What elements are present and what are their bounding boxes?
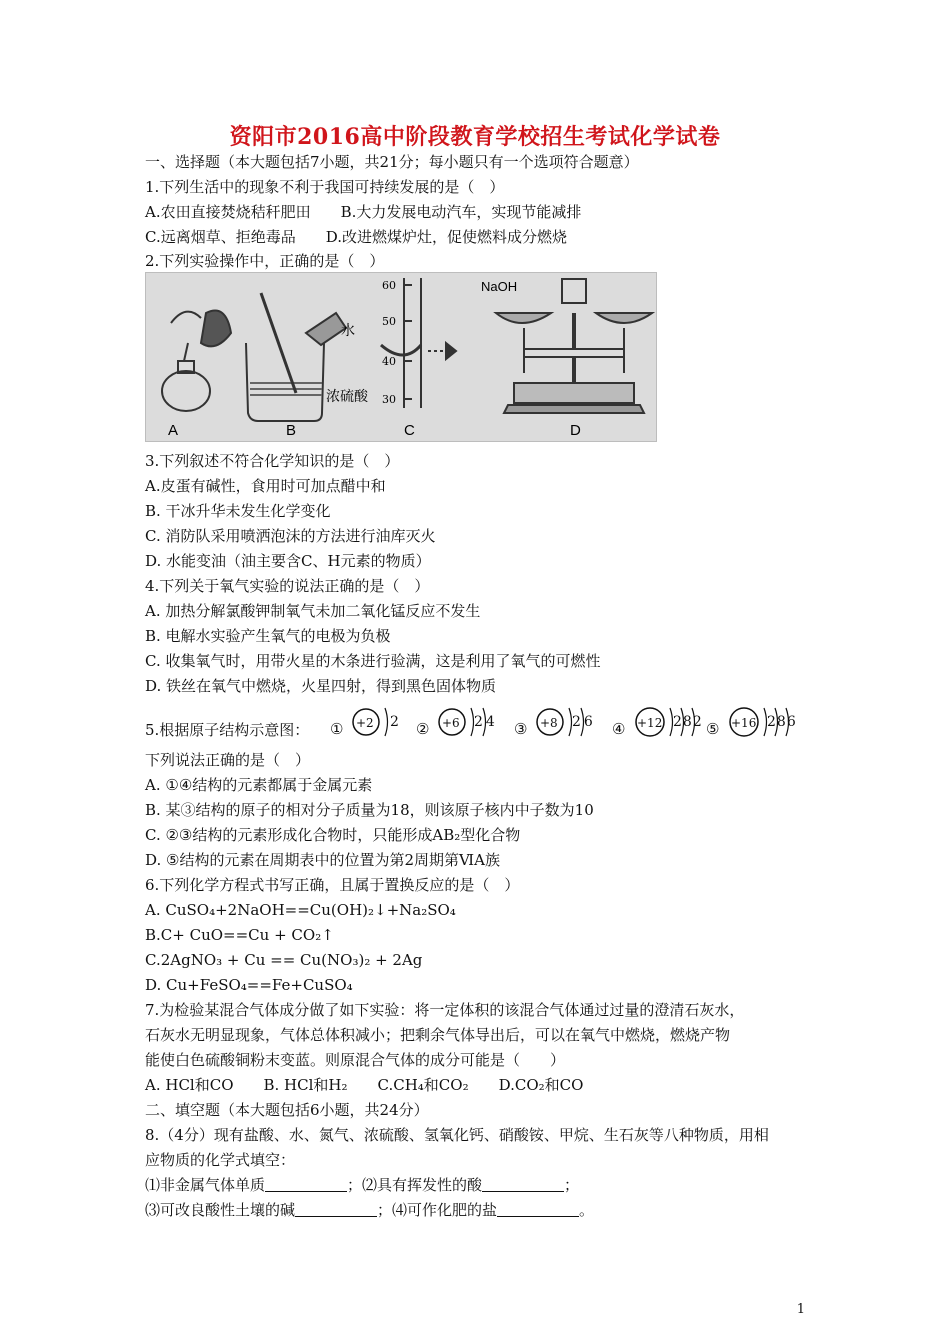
q3-option-c: C. 消防队采用喷洒泡沫的方法进行油库灭火: [145, 527, 436, 545]
tick-30: 30: [382, 393, 396, 406]
fig-label-a: A: [168, 422, 179, 439]
nucleus-4: +12: [637, 716, 663, 730]
q6-stem: 6.下列化学方程式书写正确，且属于置换反应的是（ ）: [145, 876, 520, 894]
fig-label-c: C: [404, 422, 415, 439]
q4-option-c: C. 收集氧气时，用带火星的木条进行验满，这是利用了氧气的可燃性: [145, 652, 601, 670]
q8-part-4-end: 。: [579, 1201, 595, 1219]
atomic-structure-diagrams: [330, 700, 800, 746]
answer-blank-4[interactable]: [497, 1202, 579, 1217]
q4-option-b: B. 电解水实验产生氧气的电极为负极: [145, 627, 391, 645]
q7-line-2: 石灰水无明显现象，气体总体积减小；把剩余气体导出后，可以在氧气中燃烧，燃烧产物: [145, 1026, 731, 1044]
shells-3: 26: [572, 714, 596, 730]
mark-5: ⑤: [706, 720, 720, 738]
q6-option-c: C.2AgNO₃ + Cu == Cu(NO₃)₂ + 2Ag: [145, 951, 423, 969]
answer-blank-2[interactable]: [482, 1177, 564, 1192]
fig-label-b: B: [286, 422, 297, 439]
q8-part-1-label: ⑴非金属气体单质: [145, 1176, 266, 1194]
q8-part-4-label: ；⑷可作化肥的盐: [377, 1201, 498, 1219]
nucleus-5: +16: [731, 716, 757, 730]
q5-option-d: D. ⑤结构的元素在周期表中的位置为第2周期第ⅥA族: [145, 851, 500, 869]
label-conc-acid: 浓硫酸: [326, 389, 368, 405]
q1-options-ab: A.农田直接焚烧秸秆肥田 B.大力发展电动汽车，实现节能减排: [145, 203, 582, 221]
q2-lab-figure: [145, 272, 657, 442]
nucleus-3: +8: [540, 716, 558, 730]
q2-stem: 2.下列实验操作中，正确的是（ ）: [145, 252, 385, 270]
q4-stem: 4.下列关于氧气实验的说法正确的是（ ）: [145, 577, 430, 595]
cylinder-figure: [381, 278, 456, 408]
alcohol-lamp-figure: [162, 311, 231, 412]
shells-4: 282: [673, 714, 703, 730]
q7-line-3: 能使白色硫酸铜粉末变蓝。则原混合气体的成分可能是（ ）: [145, 1051, 566, 1069]
q6-option-a: A. CuSO₄+2NaOH==Cu(OH)₂↓+Na₂SO₄: [145, 901, 456, 919]
section-1-heading: 一、选择题（本大题包括7小题，共21分；每小题只有一个选项符合题意）: [145, 153, 639, 171]
q3-option-d: D. 水能变油（油主要含C、H元素的物质）: [145, 552, 431, 570]
label-naoh: NaOH: [481, 279, 518, 294]
q8-part-3-label: ⑶可改良酸性土壤的碱: [145, 1201, 296, 1219]
answer-blank-3[interactable]: [295, 1202, 377, 1217]
q8-line-2: 应物质的化学式填空：: [145, 1151, 296, 1169]
q3-stem: 3.下列叙述不符合化学知识的是（ ）: [145, 452, 400, 470]
tick-40: 40: [382, 355, 396, 368]
q8-line-1: 8.（4分）现有盐酸、水、氮气、浓硫酸、氢氧化钙、硝酸铵、甲烷、生石灰等八种物质，用相: [145, 1126, 769, 1144]
page-number: 1: [796, 1302, 805, 1317]
nucleus-1: +2: [356, 716, 374, 730]
lab-operations-illustration: [146, 273, 656, 441]
section-2-heading: 二、填空题（本大题包括6小题，共24分）: [145, 1101, 429, 1119]
mark-2: ②: [416, 720, 430, 738]
q5-option-a: A. ①④结构的元素都属于金属元素: [145, 776, 373, 794]
balance-figure: [496, 279, 652, 413]
shells-2: 24: [474, 714, 498, 730]
answer-blank-1[interactable]: [265, 1177, 347, 1192]
q8-part-2-end: ；: [564, 1176, 580, 1194]
fig-label-d: D: [570, 422, 581, 439]
q8-line-3: [145, 1175, 579, 1195]
q6-option-d: D. Cu+FeSO₄==Fe+CuSO₄: [145, 976, 353, 994]
shells-5: 286: [767, 714, 797, 730]
q6-option-b: B.C+ CuO==Cu + CO₂↑: [145, 926, 334, 944]
mark-3: ③: [514, 720, 528, 738]
tick-60: 60: [382, 279, 396, 292]
q5-option-b: B. 某③结构的原子的相对分子质量为18，则该原子核内中子数为10: [145, 801, 594, 819]
q4-option-a: A. 加热分解氯酸钾制氧气未加二氧化锰反应不发生: [145, 602, 481, 620]
q1-stem: 1.下列生活中的现象不利于我国可持续发展的是（ ）: [145, 178, 505, 196]
q5-stem: 5.根据原子结构示意图：: [145, 721, 310, 739]
tick-50: 50: [382, 315, 396, 328]
q5-option-c: C. ②③结构的元素形成化合物时，只能形成AB₂型化合物: [145, 826, 521, 844]
label-water: 水: [341, 323, 355, 339]
q8-line-4: [145, 1200, 594, 1220]
q3-option-b: B. 干冰升华未发生化学变化: [145, 502, 331, 520]
nucleus-2: +6: [442, 716, 460, 730]
q8-part-2-label: ；⑵具有挥发性的酸: [347, 1176, 483, 1194]
q7-options: A. HCl和CO B. HCl和H₂ C.CH₄和CO₂ D.CO₂和CO: [145, 1076, 584, 1094]
q4-option-d: D. 铁丝在氧气中燃烧，火星四射，得到黑色固体物质: [145, 677, 497, 695]
q1-options-cd: C.远离烟草、拒绝毒品 D.改进燃煤炉灶，促使燃料成分燃烧: [145, 228, 567, 246]
q3-option-a: A.皮蛋有碱性，食用时可加点醋中和: [145, 477, 386, 495]
shells-1: 2: [390, 714, 399, 730]
mark-4: ④: [612, 720, 626, 738]
q5-stem-2: 下列说法正确的是（ ）: [145, 751, 311, 769]
exam-title: 资阳市2016高中阶段教育学校招生考试化学试卷: [229, 124, 721, 150]
q7-line-1: 7.为检验某混合气体成分做了如下实验：将一定体积的该混合气体通过过量的澄清石灰水，: [145, 1001, 745, 1019]
mark-1: ①: [330, 720, 344, 738]
